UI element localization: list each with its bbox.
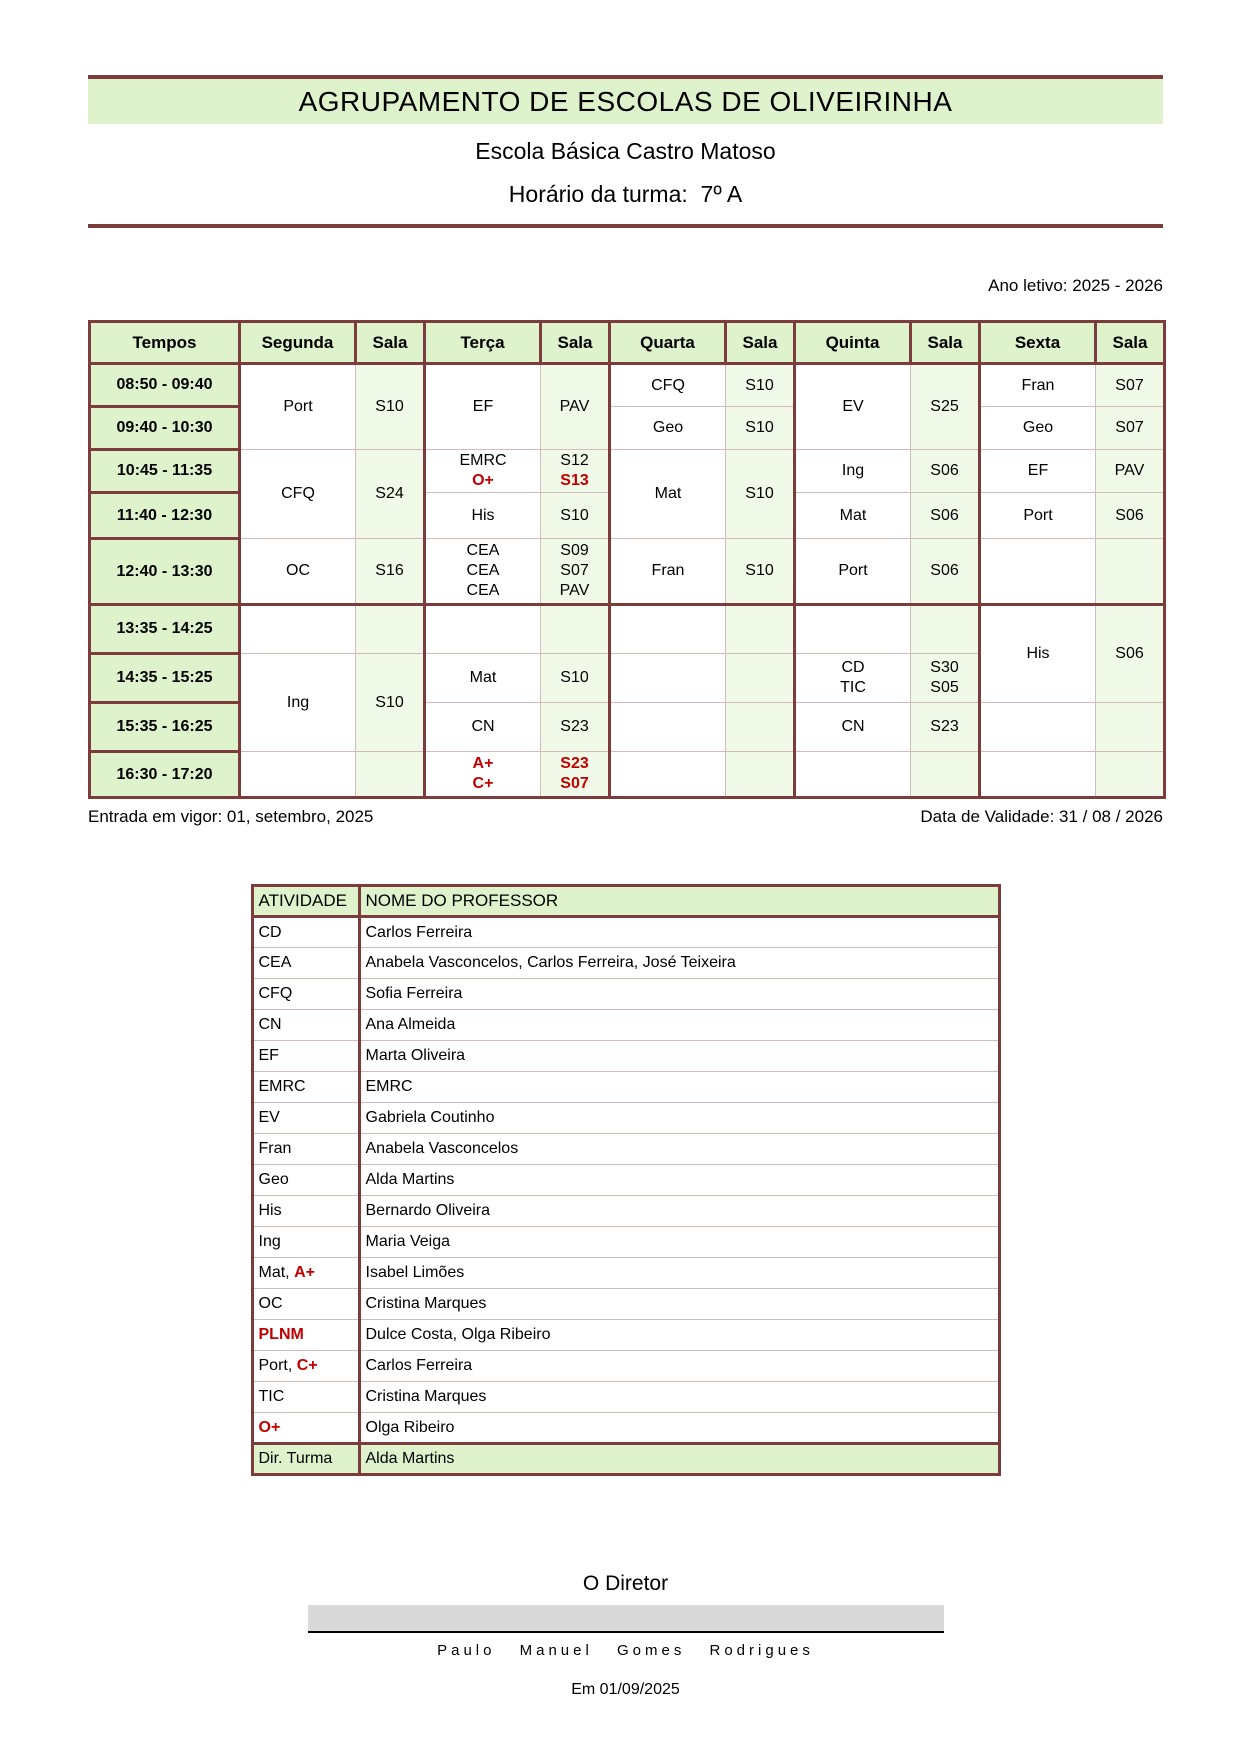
room-cell (1096, 364, 1165, 407)
room-line: S30 (930, 659, 959, 676)
activity-cell (252, 1227, 359, 1258)
teacher-name-cell: Bernardo Oliveira (359, 1196, 999, 1227)
room-cell (541, 493, 610, 539)
effective-date: Entrada em vigor: 01, setembro, 2025 (88, 807, 374, 826)
subject-cell (240, 539, 356, 605)
room-cell (541, 364, 610, 450)
subject-line: His (471, 506, 495, 524)
subject-cell (980, 450, 1096, 493)
director-title: O Diretor (582, 1572, 669, 1595)
room-line: S10 (375, 693, 404, 711)
activity-cell (252, 1320, 359, 1351)
activity-label: EV (258, 1109, 280, 1126)
validity-date: Data de Validade: 31 / 08 / 2026 (920, 807, 1163, 826)
activity-cell (252, 1010, 359, 1041)
teacher-name-cell: Isabel Limões (359, 1258, 999, 1289)
subject-cell (795, 364, 911, 450)
room-line: S16 (375, 562, 404, 579)
subject-cell (240, 450, 356, 539)
activity-cell (252, 1041, 359, 1072)
time-slot-cell: 16:30 - 17:20 (90, 752, 240, 798)
teacher-name-cell: Gabriela Coutinho (359, 1103, 999, 1134)
activity-label: Dir. Turma (258, 1450, 333, 1467)
time-slot-cell: 12:40 - 13:30 (90, 539, 240, 605)
class-director-row (252, 1444, 999, 1475)
class-timetable (88, 320, 1166, 799)
room-cell (726, 605, 795, 654)
teacher-name-cell: Alda Martins (359, 1165, 999, 1196)
room-cell (541, 752, 610, 798)
activity-label: Geo (258, 1171, 289, 1188)
column-header-quinta: Quinta (795, 322, 911, 364)
subject-line: Geo (652, 419, 684, 436)
room-line: S09 (560, 542, 589, 559)
subject-line: Mat (654, 485, 682, 502)
subject-line: CEA (466, 562, 500, 579)
activity-cell (252, 1072, 359, 1103)
subject-cell (610, 654, 726, 703)
subject-line: OC (286, 562, 310, 579)
room-cell (1096, 450, 1165, 493)
subject-line: His (1026, 645, 1050, 662)
activity-label: Mat, (258, 1264, 295, 1281)
subject-cell (980, 605, 1096, 703)
room-cell (911, 493, 980, 539)
activity-label: CFQ (258, 985, 293, 1002)
teacher-row (252, 1072, 999, 1103)
activity-cell (252, 1134, 359, 1165)
column-header-sala-10: Sala (1096, 322, 1165, 364)
column-header-sexta: Sexta (980, 322, 1096, 364)
teacher-row (252, 1258, 999, 1289)
subject-cell (795, 493, 911, 539)
activity-cell (252, 948, 359, 979)
subject-line: Fran (651, 562, 685, 579)
room-line: S10 (560, 506, 589, 524)
subject-cell (240, 752, 356, 798)
activity-cell (252, 1165, 359, 1196)
room-line: PAV (559, 398, 590, 415)
subject-line: O+ (472, 472, 494, 489)
room-cell (541, 703, 610, 752)
room-cell (726, 407, 795, 450)
teacher-row (252, 1413, 999, 1444)
room-line: S07 (1115, 419, 1144, 436)
subject-line: EV (842, 398, 864, 415)
subject-cell (240, 364, 356, 450)
activity-label: O+ (258, 1418, 281, 1436)
activity-cell (252, 1289, 359, 1320)
room-line: S10 (745, 485, 774, 502)
school-name: Escola Básica Castro Matoso (475, 138, 776, 164)
teacher-name-cell: Marta Oliveira (359, 1041, 999, 1072)
activity-cell (252, 1444, 359, 1475)
room-cell (911, 703, 980, 752)
subject-cell (795, 703, 911, 752)
timetable-row (90, 364, 1165, 407)
subject-line: Port (1023, 506, 1053, 524)
room-line: S06 (930, 462, 959, 479)
room-line: S10 (745, 562, 774, 579)
subject-cell (980, 364, 1096, 407)
room-line: S10 (745, 376, 774, 394)
subject-line: Mat (469, 669, 497, 686)
subject-cell (795, 752, 911, 798)
room-line: S06 (930, 506, 959, 524)
subject-line: CEA (466, 582, 500, 599)
subject-line: CN (841, 718, 865, 735)
activity-label: Ing (258, 1233, 281, 1250)
director-name: Paulo Manuel Gomes Rodrigues (437, 1642, 814, 1659)
subject-cell (425, 493, 541, 539)
column-header-sala-6: Sala (726, 322, 795, 364)
subject-line: Mat (839, 506, 867, 524)
room-line: S10 (745, 419, 774, 436)
room-cell (356, 450, 425, 539)
room-cell (1096, 605, 1165, 703)
room-cell (911, 539, 980, 605)
subject-line: CD (841, 659, 865, 676)
teacher-name-cell: Maria Veiga (359, 1227, 999, 1258)
activity-cell (252, 917, 359, 948)
subject-cell (610, 752, 726, 798)
activity-label: A+ (294, 1264, 315, 1281)
activity-cell (252, 1196, 359, 1227)
subject-cell (240, 654, 356, 752)
timetable-row (90, 450, 1165, 493)
subject-cell (610, 605, 726, 654)
activity-label: Port, (258, 1357, 297, 1374)
activity-label: C+ (296, 1357, 318, 1374)
activity-cell (252, 1103, 359, 1134)
room-cell (541, 605, 610, 654)
room-cell (1096, 703, 1165, 752)
subject-cell (795, 654, 911, 703)
column-header-segunda: Segunda (240, 322, 356, 364)
teacher-name-cell: Anabela Vasconcelos (359, 1134, 999, 1165)
teacher-header-activity: ATIVIDADE (252, 886, 359, 917)
room-line: S23 (560, 755, 589, 772)
subject-line: C+ (472, 775, 494, 792)
room-cell (911, 605, 980, 654)
subject-cell (795, 450, 911, 493)
subject-line: TIC (840, 679, 866, 696)
teacher-row (252, 917, 999, 948)
room-cell (356, 605, 425, 654)
activity-label: OC (258, 1295, 283, 1312)
subject-line: Port (838, 562, 868, 579)
timetable-footer (88, 807, 1163, 827)
subject-line: CEA (466, 542, 500, 559)
teacher-name-cell: Olga Ribeiro (359, 1413, 999, 1444)
activity-cell (252, 979, 359, 1010)
timetable-row (90, 752, 1165, 798)
school-year-label: Ano letivo: 2025 - 2026 (988, 276, 1163, 295)
teacher-name-cell: Carlos Ferreira (359, 917, 999, 948)
teacher-name-cell: Ana Almeida (359, 1010, 999, 1041)
subject-line: CN (471, 718, 495, 735)
subject-cell (425, 752, 541, 798)
room-line: S06 (1115, 645, 1144, 662)
room-line: S07 (560, 562, 589, 579)
subject-line: CFQ (281, 485, 315, 502)
room-line: S23 (930, 718, 959, 735)
teacher-name-cell: Dulce Costa, Olga Ribeiro (359, 1320, 999, 1351)
room-line: S07 (560, 775, 589, 792)
activity-label: EMRC (258, 1078, 306, 1095)
subject-cell (425, 654, 541, 703)
subject-line: EF (1027, 462, 1049, 479)
signature-line (308, 1605, 944, 1633)
activity-label: CD (258, 923, 282, 941)
room-cell (1096, 539, 1165, 605)
column-header-sala-2: Sala (356, 322, 425, 364)
subject-line: Ing (286, 693, 310, 711)
time-slot-cell: 09:40 - 10:30 (90, 407, 240, 450)
activity-cell (252, 1258, 359, 1289)
teacher-row (252, 1196, 999, 1227)
timetable-row (90, 605, 1165, 654)
teacher-row (252, 1289, 999, 1320)
teacher-name-cell: Cristina Marques (359, 1382, 999, 1413)
activity-label: CN (258, 1016, 282, 1033)
subject-cell (610, 703, 726, 752)
room-cell (726, 752, 795, 798)
time-slot-cell: 13:35 - 14:25 (90, 605, 240, 654)
top-spacer (88, 0, 1163, 75)
room-cell (1096, 407, 1165, 450)
teacher-name-cell: EMRC (359, 1072, 999, 1103)
subject-cell (980, 752, 1096, 798)
teacher-row (252, 1041, 999, 1072)
time-slot-cell: 08:50 - 09:40 (90, 364, 240, 407)
document-content (88, 0, 1163, 1699)
room-line: S07 (1115, 376, 1144, 394)
room-cell (541, 450, 610, 493)
time-slot-cell: 10:45 - 11:35 (90, 450, 240, 493)
title-band (88, 79, 1163, 124)
activity-label: CEA (258, 954, 292, 971)
time-slot-cell: 11:40 - 12:30 (90, 493, 240, 539)
teacher-row (252, 1165, 999, 1196)
room-cell (726, 654, 795, 703)
room-line: S25 (930, 398, 959, 415)
activity-label: His (258, 1202, 282, 1219)
activity-label: EF (258, 1047, 279, 1064)
room-line: S12 (560, 452, 589, 469)
room-cell (911, 752, 980, 798)
teacher-row (252, 948, 999, 979)
room-line: S06 (1115, 506, 1144, 524)
room-line: PAV (1114, 462, 1145, 479)
time-slot-cell: 15:35 - 16:25 (90, 703, 240, 752)
room-cell (356, 654, 425, 752)
teacher-row (252, 1103, 999, 1134)
subject-cell (425, 364, 541, 450)
room-line: S23 (560, 718, 589, 735)
teacher-table (251, 884, 1001, 1476)
room-line: S05 (930, 679, 959, 696)
room-cell (356, 539, 425, 605)
column-header-sala-4: Sala (541, 322, 610, 364)
timetable-row (90, 539, 1165, 605)
room-cell (726, 703, 795, 752)
signature-block (88, 1572, 1163, 1699)
room-line: S24 (375, 485, 404, 502)
subject-cell (980, 539, 1096, 605)
teacher-name-cell: Carlos Ferreira (359, 1351, 999, 1382)
activity-cell (252, 1351, 359, 1382)
room-cell (911, 450, 980, 493)
subject-cell (610, 539, 726, 605)
room-cell (911, 364, 980, 450)
teacher-row (252, 1320, 999, 1351)
room-cell (726, 539, 795, 605)
subject-line: Geo (1022, 419, 1054, 436)
subject-line: Fran (1021, 376, 1055, 394)
room-cell (356, 364, 425, 450)
subject-cell (425, 539, 541, 605)
subject-cell (425, 605, 541, 654)
room-cell (1096, 493, 1165, 539)
subject-cell (425, 450, 541, 493)
room-cell (726, 450, 795, 539)
activity-label: TIC (258, 1388, 285, 1405)
subject-cell (240, 605, 356, 654)
room-cell (356, 752, 425, 798)
column-header-tempos: Tempos (90, 322, 240, 364)
subject-cell (980, 703, 1096, 752)
column-header-quarta: Quarta (610, 322, 726, 364)
timetable-header-row (90, 322, 1165, 364)
teacher-name-cell: Sofia Ferreira (359, 979, 999, 1010)
room-line: S13 (560, 472, 589, 489)
room-line: S10 (375, 398, 404, 415)
teacher-row (252, 1351, 999, 1382)
activity-label: PLNM (258, 1326, 304, 1343)
issue-date: Em 01/09/2025 (571, 1681, 680, 1698)
room-cell (541, 539, 610, 605)
subject-line: EMRC (459, 452, 507, 469)
subject-cell (795, 539, 911, 605)
room-line: S10 (560, 669, 589, 686)
teacher-row (252, 1382, 999, 1413)
teacher-name-cell: Cristina Marques (359, 1289, 999, 1320)
subject-cell (980, 493, 1096, 539)
teacher-row (252, 1134, 999, 1165)
teacher-row (252, 1227, 999, 1258)
subject-cell (610, 407, 726, 450)
subject-cell (610, 450, 726, 539)
teacher-header-name: NOME DO PROFESSOR (359, 886, 999, 917)
room-line: PAV (559, 582, 590, 599)
school-group-title: AGRUPAMENTO DE ESCOLAS DE OLIVEIRINHA (298, 85, 953, 117)
teacher-name-cell: Anabela Vasconcelos, Carlos Ferreira, José Teixeira (359, 948, 999, 979)
teacher-table-header-row (252, 886, 999, 917)
subject-line: Ing (841, 462, 865, 479)
room-line: S06 (930, 562, 959, 579)
class-heading: Horário da turma: 7º A (508, 181, 743, 207)
teacher-row (252, 979, 999, 1010)
time-slot-cell: 14:35 - 15:25 (90, 654, 240, 703)
teacher-name-cell: Alda Martins (359, 1444, 999, 1475)
activity-label: Fran (258, 1140, 292, 1157)
subject-cell (795, 605, 911, 654)
subject-cell (425, 703, 541, 752)
column-header-ter-a: Terça (425, 322, 541, 364)
subject-line: EF (472, 398, 494, 415)
teacher-row (252, 1010, 999, 1041)
room-cell (541, 654, 610, 703)
subject-line: CFQ (651, 376, 685, 394)
room-cell (726, 364, 795, 407)
subject-cell (610, 364, 726, 407)
room-cell (911, 654, 980, 703)
header-bottom-rule (88, 224, 1163, 228)
subject-line: A+ (472, 755, 494, 772)
activity-cell (252, 1382, 359, 1413)
subject-cell (980, 407, 1096, 450)
activity-cell (252, 1413, 359, 1444)
column-header-sala-8: Sala (911, 322, 980, 364)
room-cell (1096, 752, 1165, 798)
subject-line: Port (283, 398, 313, 415)
